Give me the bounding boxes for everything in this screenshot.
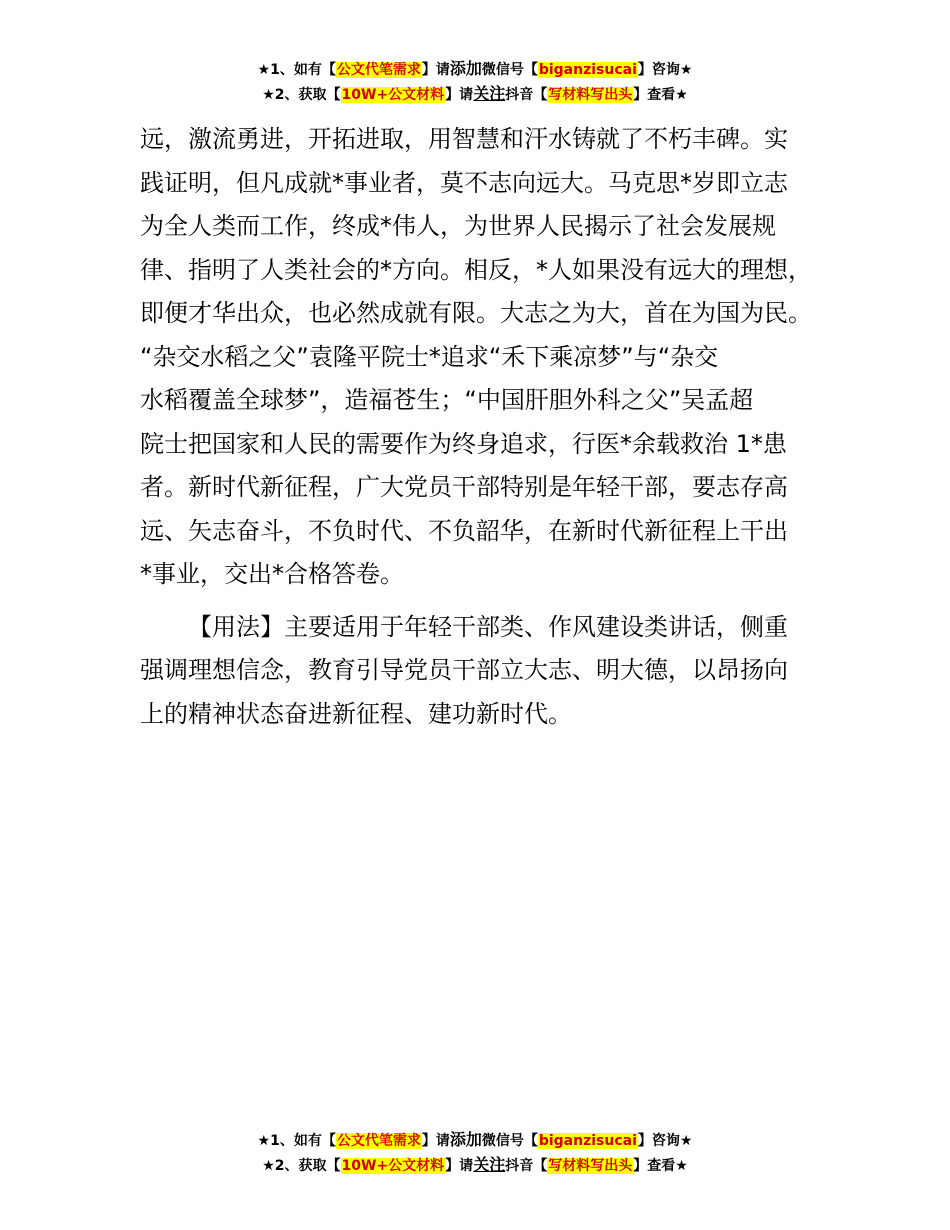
banner-line-1 — [0, 57, 950, 82]
text-line: 律、指明了人类社会的*方向。相反，*人如果没有远大的理想， — [140, 255, 812, 284]
banner-text: ★1、如有【 — [257, 1133, 336, 1149]
highlight-materials: 10W+公文材料 — [341, 87, 445, 103]
banner-text: 】咨询★ — [637, 1133, 693, 1149]
highlight-service: 公文代笔需求 — [336, 1133, 421, 1149]
text-line: 即便才华出众，也必然成就有限。大志之为大，首在为国为民。 — [140, 299, 812, 327]
text-line: 远，激流勇进，开拓进取，用智慧和汗水铸就了不朽丰碑。实 — [140, 125, 788, 153]
banner-text: 】请 — [445, 87, 474, 103]
footer-banner — [0, 1128, 950, 1178]
text-line: *事业，交出*合格答卷。 — [140, 560, 404, 588]
highlight-douyin-id: 写材料写出头 — [548, 1158, 633, 1174]
highlight-service: 公文代笔需求 — [336, 62, 421, 78]
header-banner — [0, 57, 950, 107]
text-line: 远、矢志奋斗，不负时代、不负韶华，在新时代新征程上干出 — [140, 516, 788, 545]
banner-line-2 — [0, 82, 950, 107]
paragraph-usage — [140, 606, 835, 737]
banner-text: ★2、获取【 — [262, 1158, 341, 1174]
highlight-materials: 10W+公文材料 — [341, 1158, 445, 1174]
banner-text: ★2、获取【 — [262, 87, 341, 103]
text-line: “杂交水稻之父”袁隆平院士*追求“禾下乘凉梦”与“杂交 — [140, 342, 719, 371]
banner-text: 】查看★ — [633, 87, 688, 103]
text-line: 为全人类而工作，终成*伟人，为世界人民揭示了社会发展规 — [140, 212, 776, 240]
text-line: 上的精神状态奋进新征程、建功新时代。 — [140, 699, 572, 728]
paragraph-main — [140, 118, 835, 597]
banner-text: 抖音【 — [505, 87, 548, 103]
text-line: 强调理想信念，教育引导党员干部立大志、明大德，以昂扬向 — [140, 656, 788, 684]
banner-text: 】咨询★ — [637, 62, 693, 78]
banner-text: 抖音【 — [505, 1158, 548, 1174]
highlight-wechat-id: biganzisucai — [538, 62, 637, 78]
underlined-text: 关注 — [473, 84, 506, 103]
document-body — [140, 118, 835, 736]
text-line: 者。新时代新征程，广大党员干部特别是年轻干部，要志存高 — [140, 473, 788, 501]
highlight-douyin-id: 写材料写出头 — [548, 87, 633, 103]
text-line: 践证明，但凡成就*事业者，莫不志向远大。马克思*岁即立志 — [140, 168, 788, 197]
banner-text: 微信号【 — [481, 1133, 538, 1149]
banner-text: ★1、如有【 — [257, 62, 336, 78]
emphasis-text: 添加 — [449, 1130, 482, 1149]
banner-text: 】请 — [445, 1158, 474, 1174]
banner-text: 】请 — [421, 1133, 450, 1149]
text-line: 【用法】主要适用于年轻干部类、作风建设类讲话，侧重 — [188, 612, 788, 641]
banner-text: 】查看★ — [633, 1158, 688, 1174]
text-line: 水稻覆盖全球梦”，造福苍生；“中国肝胆外科之父”吴孟超 — [140, 386, 754, 414]
underlined-text: 关注 — [473, 1155, 506, 1174]
banner-text: 微信号【 — [481, 62, 538, 78]
banner-text: 】请 — [421, 62, 450, 78]
text-line: 院士把国家和人民的需要作为终身追求，行医*余载救治 1*患 — [140, 429, 787, 458]
emphasis-text: 添加 — [449, 59, 482, 78]
banner-line-1 — [0, 1128, 950, 1153]
highlight-wechat-id: biganzisucai — [538, 1133, 637, 1149]
banner-line-2 — [0, 1153, 950, 1178]
